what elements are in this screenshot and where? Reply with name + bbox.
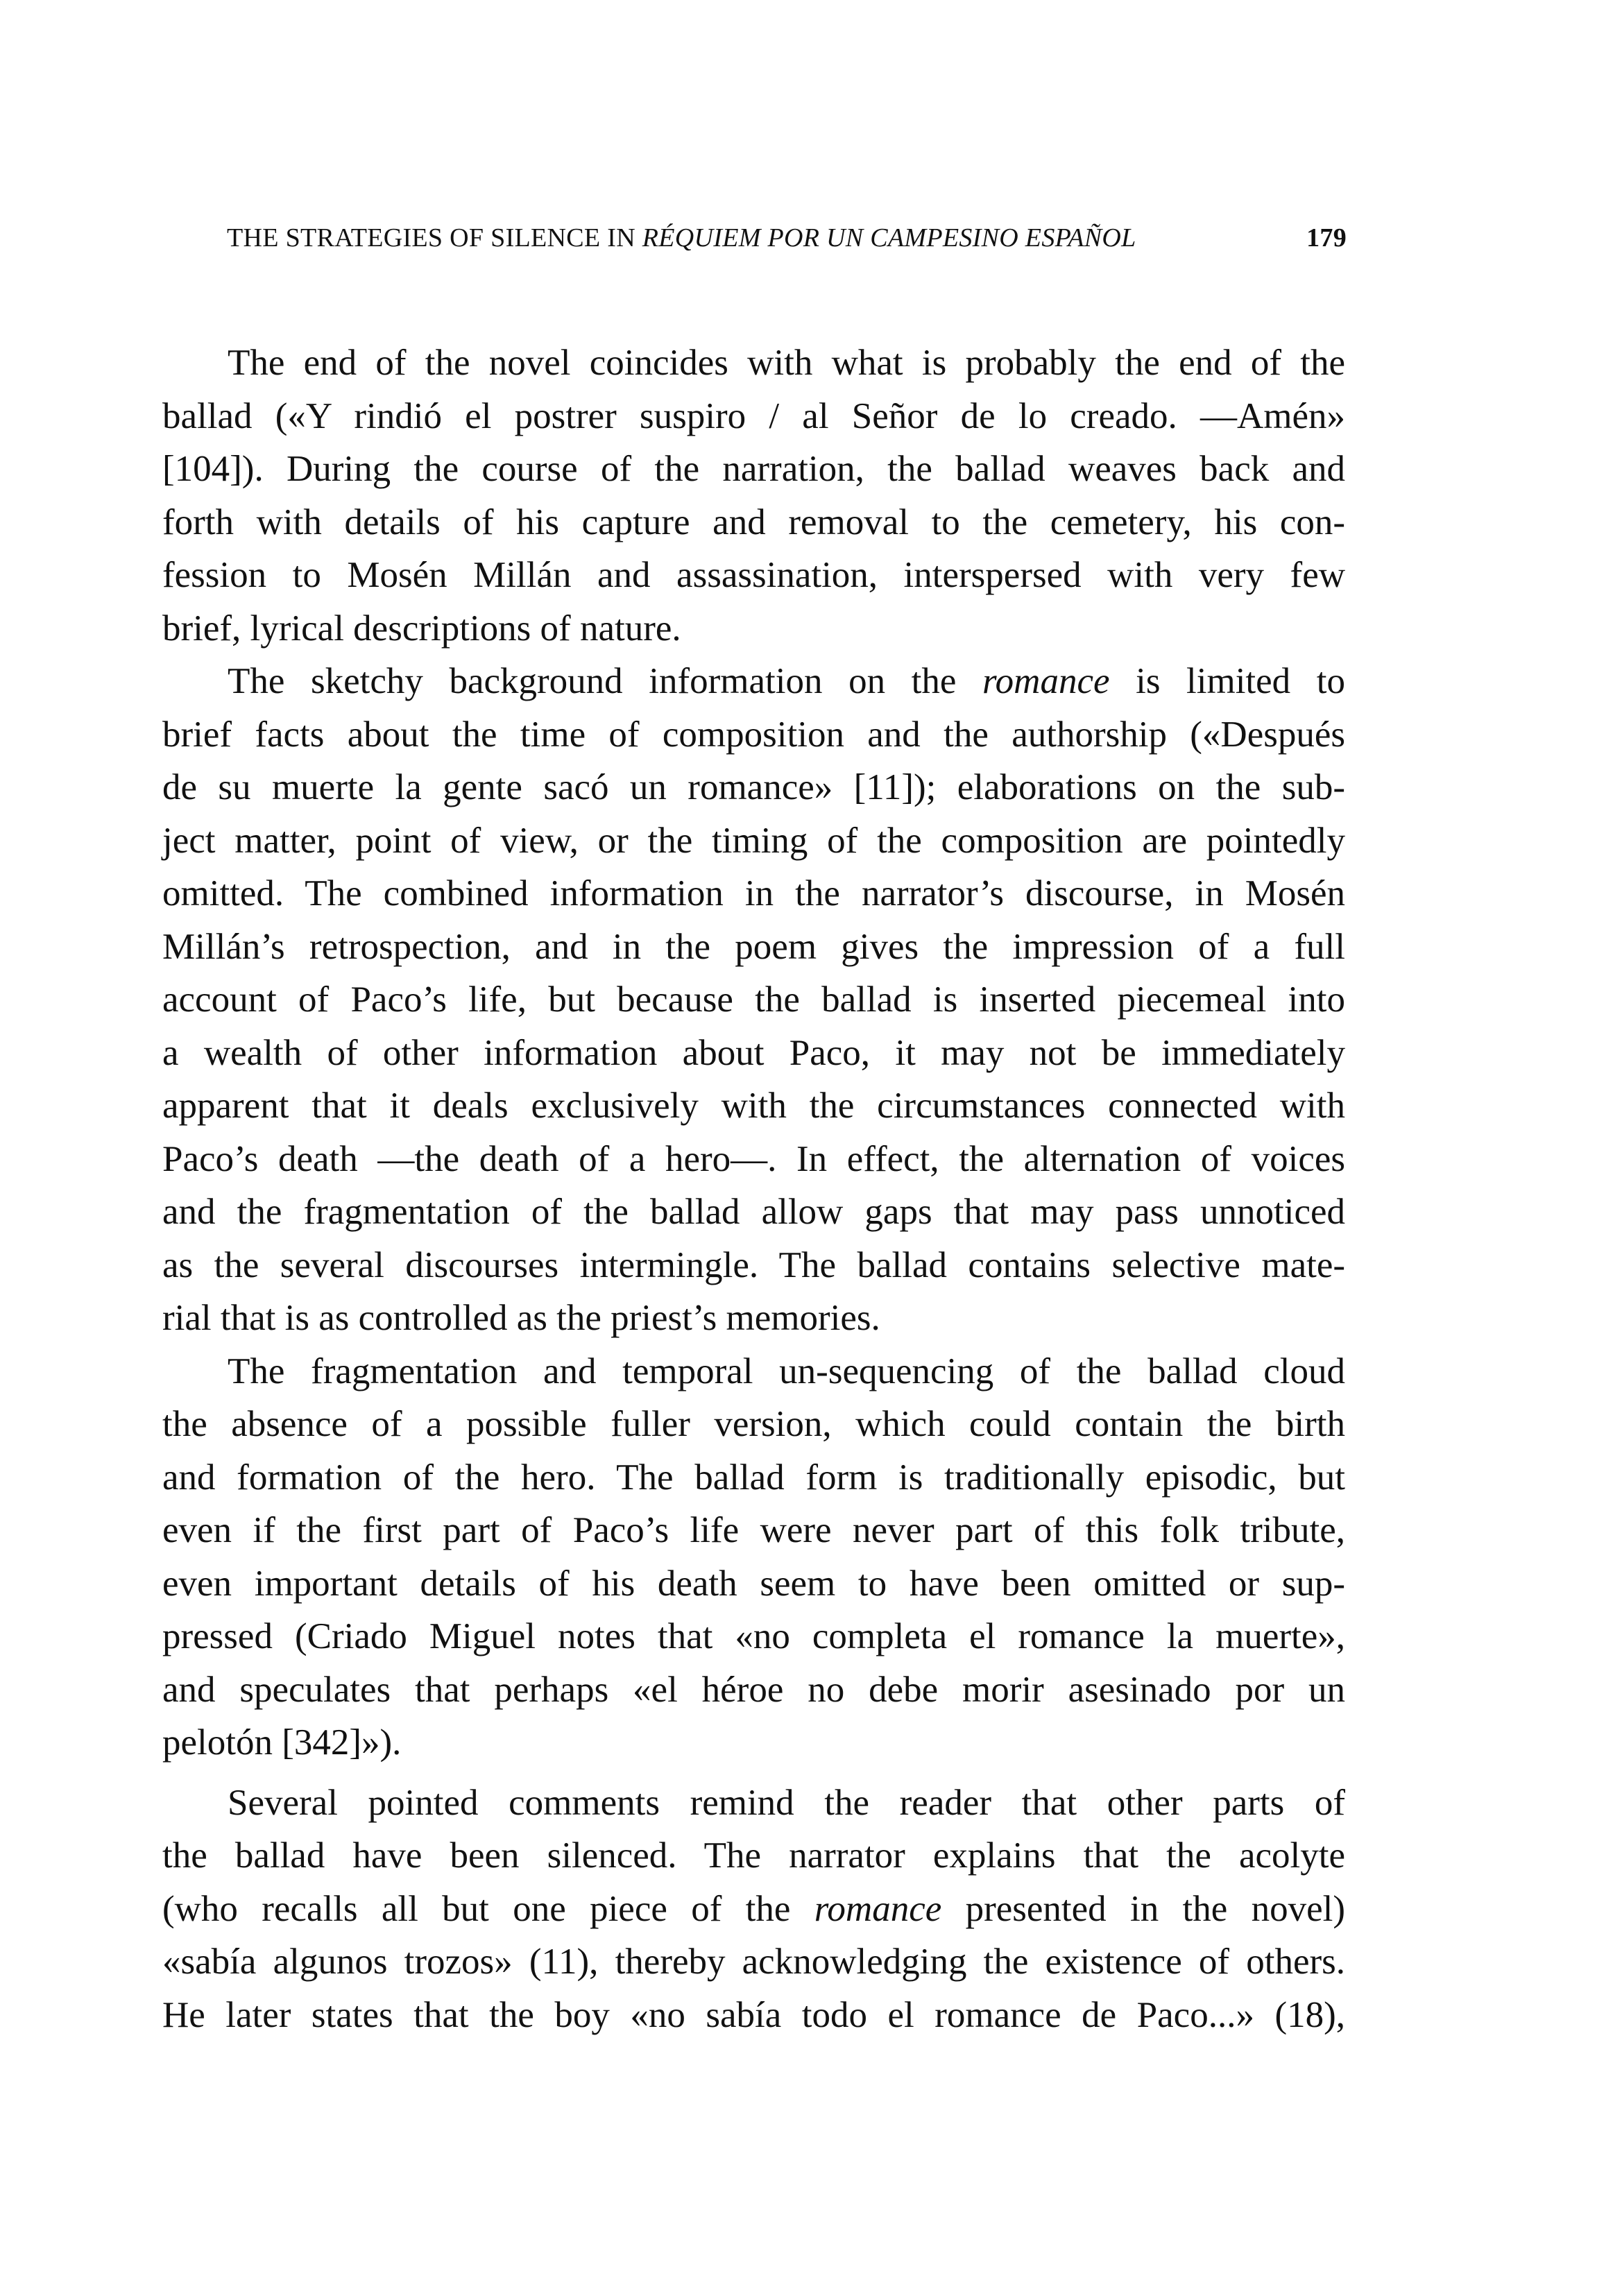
paragraph-4 — [162, 1776, 1345, 2042]
text-line: de su muerte la gente sacó un romance» [11]); elaborations on the sub- — [162, 767, 1345, 807]
text-line: account of Paco’s life, but because the ballad is inserted piecemeal into — [162, 979, 1345, 1020]
text-line: the absence of a possible fuller version, which could contain the birth — [162, 1404, 1345, 1444]
text-line: Millán’s retrospection, and in the poem gives the impression of a full — [162, 926, 1345, 967]
text-line: forth with details of his capture and removal to the cemetery, his con- — [162, 502, 1345, 542]
text-line: the ballad have been silenced. The narrator explains that the acolyte — [162, 1835, 1345, 1876]
text-line: [104]). During the course of the narration, the ballad weaves back and — [162, 449, 1345, 489]
text-line: brief facts about the time of composition and the authorship («Después — [162, 714, 1345, 755]
text-line: apparent that it deals exclusively with the circumstances connected with — [162, 1086, 1345, 1126]
text-line: The end of the novel coincides with what is probably the end of the — [228, 343, 1345, 383]
paragraph-2 — [162, 655, 1345, 1345]
text-line: and speculates that perhaps «el héroe no debe morir asesinado por un — [162, 1669, 1345, 1710]
text-line: even if the first part of Paco’s life were never part of this folk tribute, — [162, 1510, 1345, 1550]
text-line: rial that is as controlled as the priest’s memories. — [162, 1298, 880, 1338]
page-number: 179 — [1306, 223, 1347, 252]
text-line: Paco’s death —the death of a hero—. In effect, the alternation of voices — [162, 1138, 1345, 1179]
text-line: omitted. The combined information in the narrator’s discourse, in Mosén — [162, 873, 1345, 914]
text-line: (who recalls all but one piece of the romance presented in the novel) — [162, 1888, 1346, 1929]
text-line: ballad («Y rindió el postrer suspiro / al Señor de lo creado. —Amén» — [162, 395, 1345, 436]
text-line: «sabía algunos trozos» (11), thereby acknowledging the existence of others. — [162, 1942, 1345, 1982]
paragraph-1 — [162, 336, 1345, 655]
text-line: and the fragmentation of the ballad allow gaps that may pass unnoticed — [162, 1192, 1345, 1232]
text-line: He later states that the boy «no sabía todo el romance de Paco...» (18), — [162, 1994, 1345, 2035]
text-line: The fragmentation and temporal un-sequencing of the ballad cloud — [228, 1351, 1345, 1391]
text-line: pelotón [342]»). — [162, 1722, 402, 1763]
text-line: fession to Mosén Millán and assassination, interspersed with very few — [162, 555, 1345, 595]
text-line: ject matter, point of view, or the timing of the composition are pointedly — [162, 820, 1345, 861]
paragraph-3 — [162, 1345, 1345, 1770]
italic-term: romance — [982, 661, 1110, 701]
body-text — [162, 336, 1345, 2041]
text-line: The sketchy background information on the romance is limited to — [228, 661, 1345, 701]
running-head — [227, 221, 1347, 255]
running-head-title: THE STRATEGIES OF SILENCE IN RÉQUIEM POR UN CAMPESINO ESPAÑOL — [227, 223, 1136, 252]
text-line: Several pointed comments remind the reader that other parts of — [228, 1782, 1345, 1823]
running-head-italic-title: RÉQUIEM POR UN CAMPESINO ESPAÑOL — [642, 223, 1136, 252]
text-line: as the several discourses intermingle. The ballad contains selective mate- — [162, 1244, 1345, 1285]
italic-term: romance — [814, 1888, 942, 1929]
text-line: even important details of his death seem to have been omitted or sup- — [162, 1563, 1345, 1604]
text-line: pressed (Criado Miguel notes that «no completa el romance la muerte», — [162, 1616, 1345, 1656]
text-line: a wealth of other information about Paco, it may not be immediately — [162, 1032, 1345, 1073]
text-line: brief, lyrical descriptions of nature. — [162, 608, 681, 649]
text-line: and formation of the hero. The ballad form is traditionally episodic, but — [162, 1457, 1345, 1498]
